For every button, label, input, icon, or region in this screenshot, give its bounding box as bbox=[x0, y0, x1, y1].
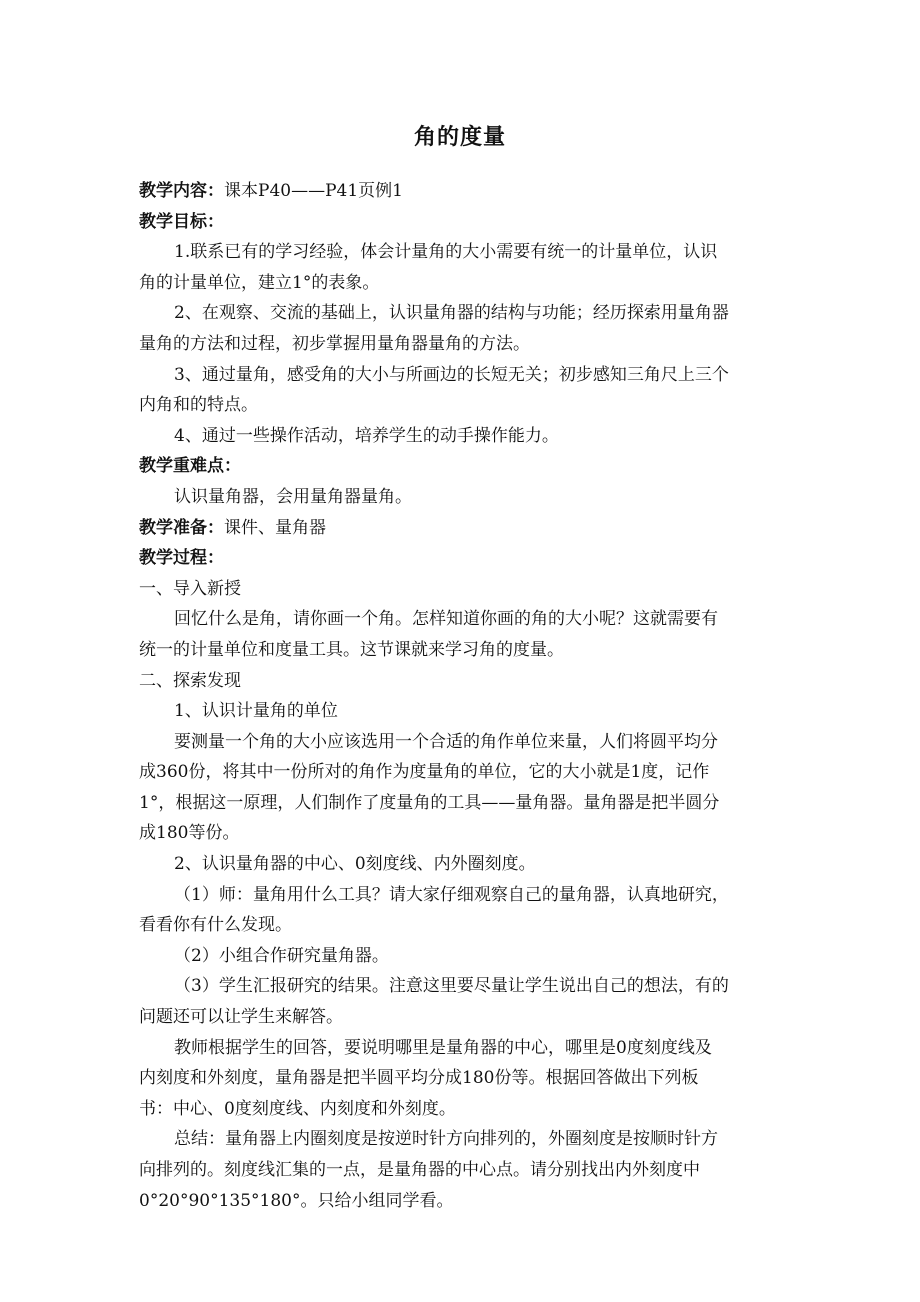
step1-line-2: 成360份，将其中一份所对的角作为度量角的单位，它的大小就是1度，记作 bbox=[139, 762, 710, 783]
section1-line-2: 统一的计量单位和度量工具。这节课就来学习角的度量。 bbox=[139, 639, 564, 660]
section1-heading: 一、导入新授 bbox=[139, 578, 241, 599]
summary-line-2: 向排列的。刻度线汇集的一点，是量角器的中心点。请分别找出内外刻度中 bbox=[139, 1160, 700, 1180]
process-label: 教学过程： bbox=[139, 548, 224, 569]
sub1-line-2: 看看你有什么发现。 bbox=[139, 915, 292, 936]
teacher-line-2: 内刻度和外刻度，量角器是把半圆平均分成180份等。根据回答做出下列板 bbox=[139, 1068, 699, 1089]
step2-heading: 2、认识量角器的中心、0刻度线、内外圈刻度。 bbox=[174, 854, 536, 875]
step1-paragraph bbox=[139, 727, 789, 849]
step1-heading: 1、认识计量角的单位 bbox=[174, 701, 338, 722]
goal-2-line-1: 2、在观察、交流的基础上，认识量角器的结构与功能；经历探索用量角器 bbox=[174, 303, 729, 324]
goal-item-3 bbox=[139, 360, 789, 421]
teacher-paragraph bbox=[139, 1033, 789, 1125]
sub1-paragraph bbox=[139, 880, 789, 941]
section1-line-1: 回忆什么是角，请你画一个角。怎样知道你画的角的大小呢？这就需要有 bbox=[174, 609, 718, 630]
content-line bbox=[139, 176, 789, 207]
step1-line-3: 1°，根据这一原理，人们制作了度量角的工具——量角器。量角器是把半圆分 bbox=[139, 792, 720, 813]
goal-1-line-1: 1.联系已有的学习经验，体会计量角的大小需要有统一的计量单位，认识 bbox=[174, 242, 718, 263]
content-value: 课本P40——P41页例1 bbox=[224, 181, 403, 201]
goals-label: 教学目标： bbox=[139, 211, 224, 232]
teacher-line-1: 教师根据学生的回答，要说明哪里是量角器的中心，哪里是0度刻度线及 bbox=[174, 1037, 712, 1058]
sub3-line-1: （3）学生汇报研究的结果。注意这里要尽量让学生说出自己的想法，有的 bbox=[174, 976, 729, 997]
goal-3-line-1: 3、通过量角，感受角的大小与所画边的长短无关；初步感知三角尺上三个 bbox=[174, 364, 729, 385]
teacher-line-3: 书：中心、0度刻度线、内刻度和外刻度。 bbox=[139, 1098, 456, 1119]
document-title: 角的度量 bbox=[413, 125, 506, 150]
content-label: 教学内容： bbox=[139, 181, 224, 201]
section1-paragraph bbox=[139, 604, 789, 665]
step1-line-1: 要测量一个角的大小应该选用一个合适的角作单位来量，人们将圆平均分 bbox=[174, 731, 718, 752]
goal-4-line-1: 4、通过一些操作活动，培养学生的动手操作能力。 bbox=[174, 425, 559, 446]
sub2-text: （2）小组合作研究量角器。 bbox=[174, 945, 389, 966]
goal-2-line-2: 量角的方法和过程，初步掌握用量角器量角的方法。 bbox=[139, 333, 530, 354]
goal-item-1 bbox=[139, 237, 789, 298]
goal-1-line-2: 角的计量单位，建立1°的表象。 bbox=[139, 272, 380, 293]
sub3-paragraph bbox=[139, 971, 789, 1032]
summary-paragraph bbox=[139, 1124, 789, 1216]
prep-line bbox=[139, 513, 789, 544]
step1-line-4: 成180等份。 bbox=[139, 823, 240, 844]
sub1-line-1: （1）师：量角用什么工具？请大家仔细观察自己的量角器，认真地研究， bbox=[174, 884, 729, 905]
goal-item-4 bbox=[139, 421, 789, 452]
sub3-line-2: 问题还可以让学生来解答。 bbox=[139, 1007, 343, 1028]
key-text: 认识量角器，会用量角器量角。 bbox=[174, 486, 412, 507]
summary-line-1: 总结：量角器上内圈刻度是按逆时针方向排列的，外圈刻度是按顺时针方 bbox=[174, 1129, 718, 1150]
section2-heading: 二、探索发现 bbox=[139, 670, 241, 691]
key-label: 教学重难点： bbox=[139, 456, 241, 477]
document-body bbox=[139, 176, 789, 1216]
prep-value: 课件、量角器 bbox=[224, 517, 326, 538]
goal-item-2 bbox=[139, 298, 789, 359]
goal-3-line-2: 内角和的特点。 bbox=[139, 395, 258, 416]
prep-label: 教学准备： bbox=[139, 517, 224, 538]
summary-line-3: 0°20°90°135°180°。只给小组同学看。 bbox=[139, 1190, 454, 1211]
